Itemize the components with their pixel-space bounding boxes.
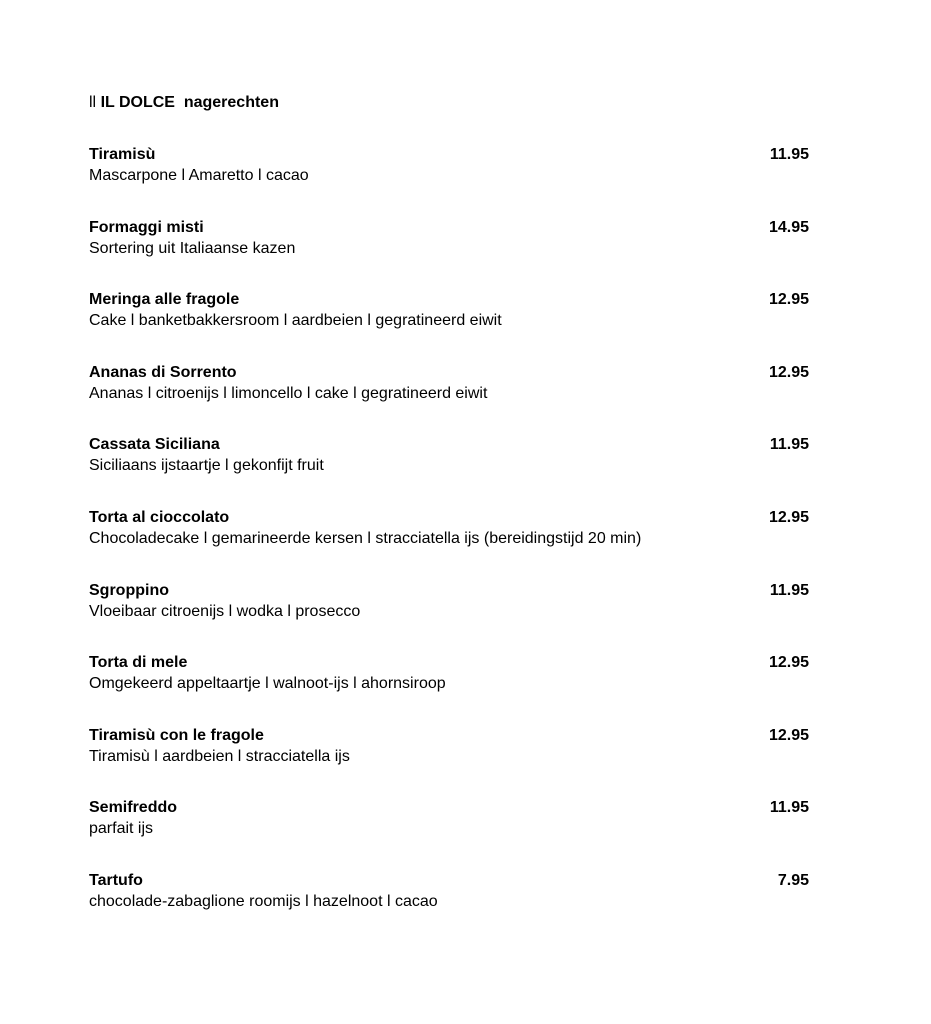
item-description: Omgekeerd appeltaartje l walnoot-ijs l ahornsiroop bbox=[89, 675, 446, 693]
item-description: Tiramisù l aardbeien l stracciatella ijs bbox=[89, 747, 350, 765]
menu-item bbox=[89, 871, 809, 944]
menu-item bbox=[89, 508, 809, 581]
menu-item bbox=[89, 653, 809, 726]
item-name: Formaggi misti bbox=[89, 218, 204, 236]
item-description: Ananas l citroenijs l limoncello l cake l gegratineerd eiwit bbox=[89, 384, 488, 402]
item-name: Sgroppino bbox=[89, 581, 169, 599]
menu-item bbox=[89, 145, 809, 218]
item-price: 12.95 bbox=[768, 508, 809, 526]
item-description: Mascarpone l Amaretto l cacao bbox=[89, 167, 309, 184]
item-price: 12.95 bbox=[768, 726, 809, 744]
item-price: 11.95 bbox=[769, 146, 809, 163]
item-description: Siciliaans ijstaartje l gekonfijt fruit bbox=[89, 457, 324, 475]
menu-item bbox=[89, 726, 809, 799]
item-name: Tartufo bbox=[89, 871, 143, 889]
item-name: Tiramisù bbox=[89, 146, 156, 163]
item-name: Torta al cioccolato bbox=[89, 508, 230, 526]
item-name: Torta di mele bbox=[89, 654, 188, 672]
item-description: chocolade-zabaglione roomijs l hazelnoot l cacao bbox=[89, 892, 438, 910]
item-price: 11.95 bbox=[769, 436, 809, 454]
menu-list bbox=[89, 145, 809, 944]
item-price: 11.95 bbox=[769, 799, 809, 817]
item-price: 12.95 bbox=[768, 291, 809, 309]
menu-item bbox=[89, 435, 809, 508]
item-name: Semifreddo bbox=[89, 799, 178, 817]
item-price: 7.95 bbox=[777, 871, 809, 889]
item-name: Cassata Siciliana bbox=[89, 436, 220, 454]
item-name: Tiramisù con le fragole bbox=[89, 726, 264, 744]
menu-item bbox=[89, 581, 809, 654]
item-description: Cake l banketbakkersroom l aardbeien l gegratineerd eiwit bbox=[89, 312, 502, 330]
menu-section-heading bbox=[89, 93, 279, 113]
menu-item bbox=[89, 363, 809, 436]
heading-title: IL DOLCE nagerechten bbox=[100, 94, 279, 111]
heading-prefix: ll bbox=[89, 94, 101, 111]
menu-item bbox=[89, 218, 809, 291]
item-price: 11.95 bbox=[769, 581, 809, 599]
item-price: 12.95 bbox=[768, 363, 809, 381]
item-price: 12.95 bbox=[768, 654, 809, 672]
item-description: Chocoladecake l gemarineerde kersen l stracciatella ijs (bereidingstijd 20 min) bbox=[89, 529, 642, 547]
item-description: Sortering uit Italiaanse kazen bbox=[89, 239, 296, 257]
item-name: Meringa alle fragole bbox=[89, 291, 240, 309]
item-description: parfait ijs bbox=[89, 820, 154, 838]
menu-item bbox=[89, 798, 809, 871]
menu-item bbox=[89, 290, 809, 363]
item-description: Vloeibaar citroenijs l wodka l prosecco bbox=[89, 602, 361, 620]
item-price: 14.95 bbox=[768, 218, 809, 236]
item-name: Ananas di Sorrento bbox=[89, 363, 237, 381]
